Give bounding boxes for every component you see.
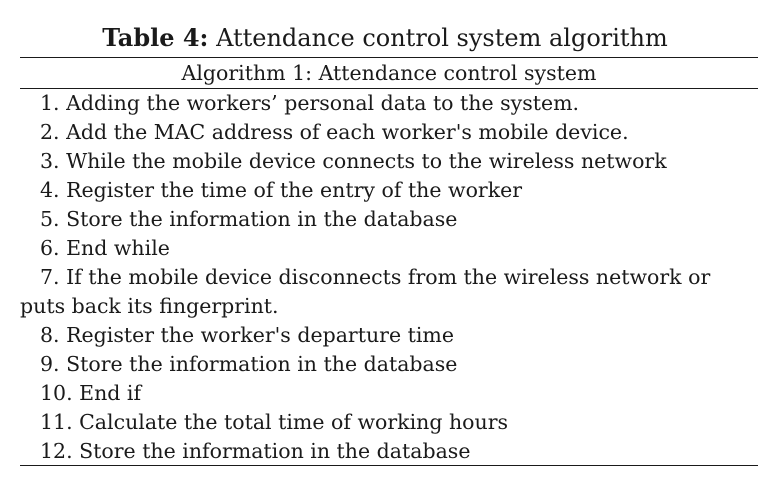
algorithm-step-7: 7. If the mobile device disconnects from the wireless network or xyxy=(40,265,711,289)
table-caption-title: Attendance control system algorithm xyxy=(216,24,668,52)
algorithm-step-4: 4. Register the time of the entry of the worker xyxy=(40,178,523,202)
algorithm-step-3: 3. While the mobile device connects to the wireless network xyxy=(40,149,667,173)
algorithm-step-8: 8. Register the worker's departure time xyxy=(40,323,454,347)
algorithm-steps xyxy=(20,89,750,466)
algorithm-step-10: 10. End if xyxy=(40,381,142,405)
table-caption-label: Table 4: xyxy=(102,23,209,52)
algorithm-header: Algorithm 1: Attendance control system xyxy=(181,61,597,85)
algorithm-step-7-continued: puts back its fingerprint. xyxy=(20,294,279,318)
algorithm-step-5: 5. Store the information in the database xyxy=(40,207,458,231)
algorithm-step-1: 1. Adding the workers’ personal data to the system. xyxy=(40,91,580,115)
table-bottom-rule xyxy=(20,465,758,466)
table-caption xyxy=(0,22,770,54)
algorithm-step-2: 2. Add the MAC address of each worker's mobile device. xyxy=(40,120,629,144)
algorithm-step-11: 11. Calculate the total time of working hours xyxy=(40,410,509,434)
table-top-rule xyxy=(20,57,758,58)
algorithm-step-9: 9. Store the information in the database xyxy=(40,352,458,376)
algorithm-step-6: 6. End while xyxy=(40,236,170,260)
algorithm-step-12: 12. Store the information in the database xyxy=(40,439,471,463)
